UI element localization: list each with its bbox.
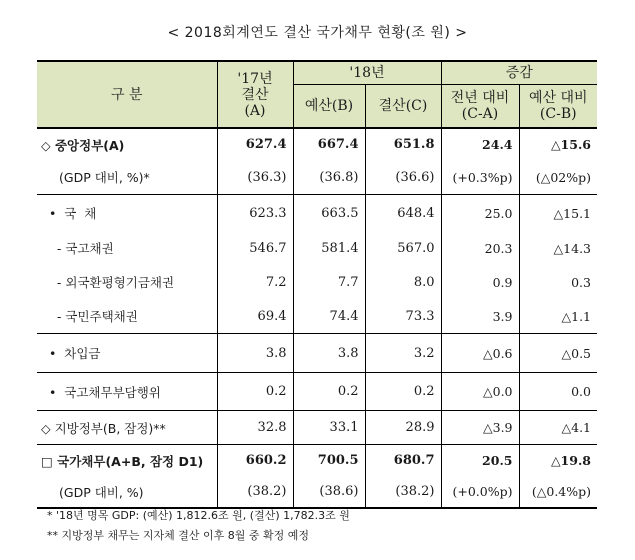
row-label: ◇ 지방정부(B, 잠정)** [37,411,217,445]
table-row [37,445,597,477]
cell-value: 700.5 [293,445,365,477]
cell-value: △15.1 [519,195,597,232]
row-label: ◇ 중앙정부(A) [37,128,217,160]
cell-value: 69.4 [217,299,293,334]
cell-value: 660.2 [217,445,293,477]
cell-value: 33.1 [293,411,365,445]
cell-value: 25.0 [441,195,519,232]
header-2017-settlement: '17년 결산 (A) [217,61,293,128]
cell-value: △14.3 [553,240,591,256]
cell-value: (38.2) [217,476,293,508]
row-label: • 국고채무부담행위 [37,373,217,411]
row-label: - 국민주택채권 [37,299,217,334]
cell-value: (△02%p) [535,169,591,185]
cell-value: 0.2 [217,373,293,411]
cell-value: 667.4 [293,128,365,160]
table-row [37,128,597,160]
table-title: < 2018회계연도 결산 국가채무 현황(조 원) > [167,25,468,41]
cell-value: 651.8 [365,128,441,160]
cell-value: △3.9 [441,411,519,445]
cell-value: 7.2 [217,265,293,299]
cell-value: △4.1 [519,411,597,445]
header-vs-budget: 예산 대비 (C-B) [519,85,597,129]
footnotes [47,506,350,546]
cell-value: △1.1 [561,308,591,324]
row-label: - 외국환평형기금채권 [37,265,217,299]
cell-value: △0.0 [441,373,519,411]
table-row [37,373,597,411]
cell-value: (△0.4%p) [531,484,591,499]
cell-value: (+0.3%p) [441,160,519,195]
row-label: (GDP 대비, %) [37,476,217,508]
header-2018-group: '18년 [293,61,441,85]
cell-value: 0.2 [293,373,365,411]
cell-value: 3.8 [293,334,365,373]
cell-value: 680.7 [365,445,441,477]
cell-value: (36.6) [365,160,441,195]
cell-value: 567.0 [365,231,441,265]
table-body [37,128,597,508]
cell-value: 0.2 [365,373,441,411]
cell-value: 8.0 [365,265,441,299]
row-label: • 차입금 [37,334,217,373]
cell-value: 648.4 [365,195,441,232]
cell-value: 581.4 [293,231,365,265]
cell-value: 20.5 [441,445,519,477]
national-debt-table [37,60,597,509]
table-row [37,476,597,508]
cell-value: △0.5 [519,334,597,373]
cell-value: 0.3 [571,274,591,290]
cell-value: △0.6 [441,334,519,373]
header-budget: 예산(B) [293,85,365,129]
cell-value: 3.8 [217,334,293,373]
cell-value: 0.9 [441,265,519,299]
cell-value: 623.3 [217,195,293,232]
cell-value: 74.4 [293,299,365,334]
cell-value: △15.6 [519,128,597,160]
table-row [37,334,597,373]
cell-value: 24.4 [441,128,519,160]
cell-value: 0.0 [519,373,597,411]
cell-value: 627.4 [217,128,293,160]
table-row [37,411,597,445]
table-row [37,299,597,334]
cell-value: (+0.0%p) [441,476,519,508]
table-row [37,195,597,232]
header-change-group: 증감 [441,61,597,85]
cell-value: 7.7 [293,265,365,299]
cell-value: 546.7 [217,231,293,265]
cell-value: 3.2 [365,334,441,373]
row-label: □ 국가채무(A+B, 잠정 D1) [37,445,217,477]
cell-value: (38.2) [365,476,441,508]
cell-value: (36.3) [217,160,293,195]
header-category: 구 분 [37,61,217,128]
table-row [37,160,597,195]
cell-value: 73.3 [365,299,441,334]
header-settlement: 결산(C) [365,85,441,129]
footnote-local-government: ** 지방정부 채무는 지자체 결산 이후 8월 중 확정 예정 [47,529,309,542]
cell-value: 32.8 [217,411,293,445]
cell-value: 663.5 [293,195,365,232]
table-row [37,231,597,265]
cell-value: (38.6) [293,476,365,508]
cell-value: 3.9 [441,299,519,334]
footnote-gdp: * '18년 명목 GDP: (예산) 1,812.6조 원, (결산) 1,782.3조 원 [47,509,350,522]
cell-value: △19.8 [519,445,597,477]
row-label: - 국고채권 [37,231,217,265]
cell-value: 28.9 [365,411,441,445]
table-row [37,265,597,299]
row-label: • 국 채 [37,195,217,232]
cell-value: 20.3 [441,231,519,265]
cell-value: (36.8) [293,160,365,195]
header-yoy: 전년 대비 (C-A) [441,85,519,129]
row-label: (GDP 대비, %)* [37,160,217,195]
